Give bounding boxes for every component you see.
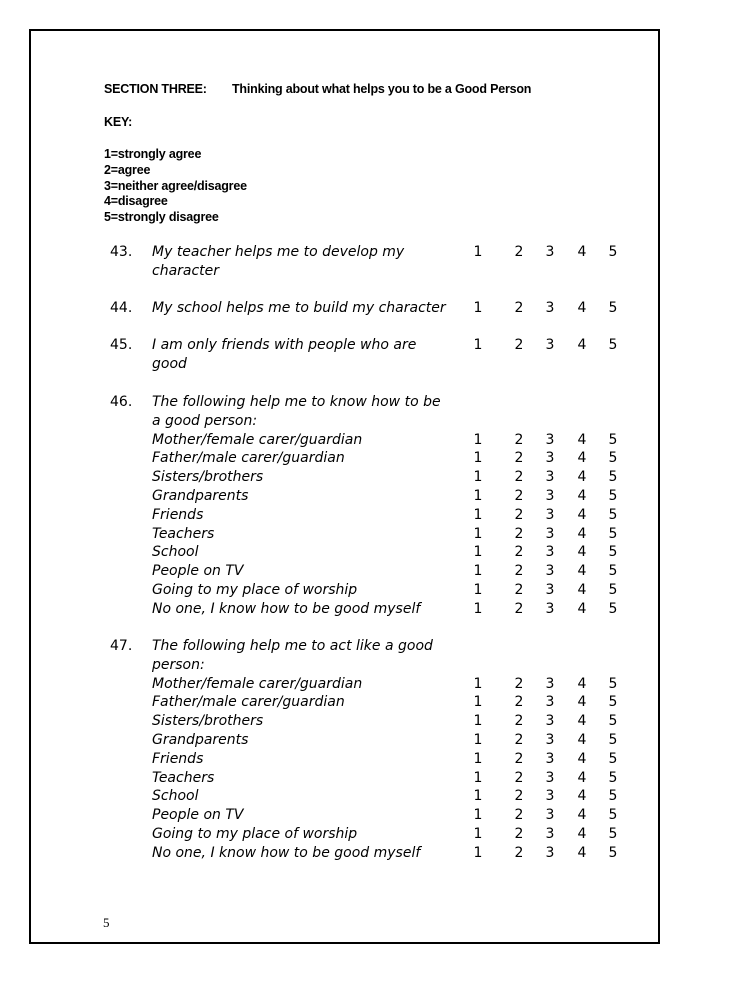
list-item (0, 431, 742, 450)
rating-option-4[interactable]: 4 (577, 713, 587, 730)
list-item (0, 506, 742, 525)
list-item (0, 468, 742, 487)
list-item (0, 750, 742, 769)
rating-option-4[interactable]: 4 (577, 788, 587, 805)
rating-option-5[interactable]: 5 (608, 544, 618, 561)
question-number: 43. (110, 244, 133, 260)
rating-option-1[interactable]: 1 (473, 769, 483, 786)
rating-option-2[interactable]: 2 (514, 563, 524, 580)
item-label: Grandparents (152, 487, 249, 504)
rating-option-4[interactable]: 4 (577, 244, 587, 260)
question-text: My teacher helps me to develop my (152, 244, 405, 260)
rating-option-5[interactable]: 5 (608, 769, 618, 786)
rating-option-5[interactable]: 5 (608, 750, 618, 767)
question-number: 44. (110, 300, 133, 316)
rating-option-2[interactable]: 2 (514, 788, 524, 805)
list-item (0, 487, 742, 506)
rating-option-1[interactable]: 1 (473, 713, 483, 730)
rating-option-1[interactable]: 1 (473, 581, 483, 598)
rating-option-2[interactable]: 2 (514, 544, 524, 561)
scale-item: 2=agree (104, 162, 151, 177)
rating-option-4[interactable]: 4 (577, 844, 587, 861)
rating-option-3[interactable]: 3 (545, 244, 555, 260)
question-text: character (152, 262, 220, 279)
rating-option-5[interactable]: 5 (608, 469, 618, 486)
rating-option-4[interactable]: 4 (577, 525, 587, 542)
section-header (104, 82, 531, 96)
rating-option-2[interactable]: 2 (514, 581, 524, 598)
list-item (0, 806, 742, 825)
scale-item: 4=disagree (104, 194, 168, 209)
rating-option-4[interactable]: 4 (577, 600, 587, 617)
question-number: 46. (110, 394, 133, 410)
list-item (0, 769, 742, 788)
item-label: Sisters/brothers (152, 469, 264, 486)
rating-option-3[interactable]: 3 (545, 825, 555, 842)
item-label: Teachers (152, 525, 215, 542)
rating-option-3[interactable]: 3 (545, 769, 555, 786)
rating-option-3[interactable]: 3 (545, 469, 555, 486)
rating-option-4[interactable]: 4 (577, 563, 587, 580)
rating-option-2[interactable]: 2 (514, 694, 524, 711)
rating-option-3[interactable]: 3 (545, 600, 555, 617)
rating-option-5[interactable]: 5 (608, 563, 618, 580)
rating-option-2[interactable]: 2 (514, 506, 524, 523)
rating-option-1[interactable]: 1 (473, 600, 483, 617)
rating-option-3[interactable]: 3 (545, 525, 555, 542)
rating-option-5[interactable]: 5 (608, 487, 618, 504)
rating-option-3[interactable]: 3 (545, 750, 555, 767)
question-46 (0, 393, 742, 619)
scale-item: 1=strongly agree (104, 147, 202, 161)
rating-option-1[interactable]: 1 (473, 487, 483, 504)
rating-option-1[interactable]: 1 (473, 431, 483, 448)
key-label: KEY: (104, 115, 133, 129)
rating-option-5[interactable]: 5 (608, 844, 618, 861)
rating-option-1[interactable]: 1 (473, 506, 483, 523)
rating-option-2[interactable]: 2 (514, 825, 524, 842)
rating-option-4[interactable]: 4 (577, 300, 587, 316)
rating-option-2[interactable]: 2 (514, 300, 524, 316)
question-text: I am only friends with people who are (152, 337, 417, 353)
item-label: Friends (152, 750, 204, 767)
rating-option-4[interactable]: 4 (577, 694, 587, 711)
rating-option-2[interactable]: 2 (514, 487, 524, 504)
rating-option-3[interactable]: 3 (545, 487, 555, 504)
section-label: SECTION THREE: (104, 82, 207, 96)
item-label: People on TV (152, 807, 244, 824)
rating-option-1[interactable]: 1 (473, 525, 483, 542)
rating-option-3[interactable]: 3 (545, 300, 555, 316)
rating-option-4[interactable]: 4 (577, 581, 587, 598)
rating-option-3[interactable]: 3 (545, 844, 555, 861)
rating-option-1[interactable]: 1 (473, 731, 483, 748)
question-text: good (152, 355, 187, 372)
rating-option-5[interactable]: 5 (608, 244, 618, 260)
list-item (0, 525, 742, 544)
rating-option-1[interactable]: 1 (473, 450, 483, 467)
rating-option-4[interactable]: 4 (577, 675, 587, 692)
item-label: Friends (152, 506, 204, 523)
rating-option-4[interactable]: 4 (577, 506, 587, 523)
rating-option-2[interactable]: 2 (514, 525, 524, 542)
rating-option-1[interactable]: 1 (473, 844, 483, 861)
rating-option-1[interactable]: 1 (473, 750, 483, 767)
rating-option-3[interactable]: 3 (545, 807, 555, 824)
rating-option-1[interactable]: 1 (473, 563, 483, 580)
rating-option-5[interactable]: 5 (608, 506, 618, 523)
rating-option-5[interactable]: 5 (608, 581, 618, 598)
item-label: Father/male carer/guardian (152, 450, 345, 467)
rating-option-3[interactable]: 3 (545, 337, 555, 353)
rating-option-1[interactable]: 1 (473, 788, 483, 805)
rating-option-3[interactable]: 3 (545, 544, 555, 561)
rating-option-3[interactable]: 3 (545, 731, 555, 748)
list-item (0, 675, 742, 694)
item-label: School (152, 544, 199, 561)
page-number: 5 (103, 915, 110, 930)
list-item (0, 693, 742, 712)
rating-option-4[interactable]: 4 (577, 544, 587, 561)
question-45 (0, 336, 742, 374)
rating-option-1[interactable]: 1 (473, 675, 483, 692)
item-label: Grandparents (152, 731, 249, 748)
rating-option-2[interactable]: 2 (514, 469, 524, 486)
scale-item: 3=neither agree/disagree (104, 178, 247, 193)
list-item (0, 787, 742, 806)
rating-option-3[interactable]: 3 (545, 788, 555, 805)
item-label: Mother/female carer/guardian (152, 431, 363, 448)
list-item (0, 600, 742, 619)
rating-option-4[interactable]: 4 (577, 807, 587, 824)
list-item (0, 543, 742, 562)
rating-option-4[interactable]: 4 (577, 750, 587, 767)
rating-option-5[interactable]: 5 (608, 450, 618, 467)
item-label: Mother/female carer/guardian (152, 675, 363, 692)
rating-option-1[interactable]: 1 (473, 544, 483, 561)
rating-option-2[interactable]: 2 (514, 713, 524, 730)
question-text: The following help me to act like a good (152, 638, 433, 654)
rating-option-1[interactable]: 1 (473, 337, 483, 353)
rating-option-5[interactable]: 5 (608, 807, 618, 824)
rating-option-1[interactable]: 1 (473, 300, 483, 316)
rating-option-4[interactable]: 4 (577, 487, 587, 504)
rating-option-2[interactable]: 2 (514, 244, 524, 260)
rating-option-5[interactable]: 5 (608, 300, 618, 316)
list-item (0, 844, 742, 863)
item-label: People on TV (152, 563, 244, 580)
scale-legend (104, 147, 247, 226)
section-title: Thinking about what helps you to be a Good Person (232, 82, 532, 96)
rating-option-2[interactable]: 2 (514, 769, 524, 786)
item-label: No one, I know how to be good myself (152, 844, 421, 861)
rating-option-3[interactable]: 3 (545, 694, 555, 711)
rating-option-3[interactable]: 3 (545, 450, 555, 467)
item-label: No one, I know how to be good myself (152, 600, 421, 617)
rating-option-1[interactable]: 1 (473, 694, 483, 711)
item-label: Going to my place of worship (152, 581, 358, 598)
rating-option-2[interactable]: 2 (514, 807, 524, 824)
item-label: Father/male carer/guardian (152, 694, 345, 711)
rating-option-4[interactable]: 4 (577, 469, 587, 486)
question-text: person: (152, 656, 205, 673)
rating-option-5[interactable]: 5 (608, 525, 618, 542)
rating-option-3[interactable]: 3 (545, 563, 555, 580)
item-label: Teachers (152, 769, 215, 786)
list-item (0, 581, 742, 600)
question-number: 47. (110, 638, 133, 654)
list-item (0, 562, 742, 581)
rating-option-4[interactable]: 4 (577, 450, 587, 467)
list-item (0, 712, 742, 731)
rating-option-2[interactable]: 2 (514, 600, 524, 617)
rating-option-5[interactable]: 5 (608, 431, 618, 448)
list-item (0, 449, 742, 468)
rating-option-3[interactable]: 3 (545, 675, 555, 692)
rating-option-2[interactable]: 2 (514, 675, 524, 692)
rating-option-2[interactable]: 2 (514, 731, 524, 748)
rating-option-3[interactable]: 3 (545, 431, 555, 448)
question-43 (0, 243, 742, 281)
question-text: a good person: (152, 412, 258, 429)
rating-option-4[interactable]: 4 (577, 337, 587, 353)
question-47 (0, 637, 742, 863)
list-item (0, 825, 742, 844)
question-44 (0, 299, 742, 318)
rating-option-4[interactable]: 4 (577, 769, 587, 786)
rating-option-2[interactable]: 2 (514, 431, 524, 448)
rating-option-3[interactable]: 3 (545, 581, 555, 598)
list-item (0, 731, 742, 750)
rating-option-1[interactable]: 1 (473, 469, 483, 486)
item-label: Sisters/brothers (152, 713, 264, 730)
rating-option-2[interactable]: 2 (514, 844, 524, 861)
rating-option-5[interactable]: 5 (608, 600, 618, 617)
question-text: The following help me to know how to be (152, 394, 441, 410)
rating-option-5[interactable]: 5 (608, 694, 618, 711)
rating-option-5[interactable]: 5 (608, 825, 618, 842)
item-label: Going to my place of worship (152, 825, 358, 842)
rating-option-5[interactable]: 5 (608, 675, 618, 692)
rating-option-4[interactable]: 4 (577, 825, 587, 842)
rating-option-2[interactable]: 2 (514, 750, 524, 767)
item-label: School (152, 788, 199, 805)
rating-option-1[interactable]: 1 (473, 244, 483, 260)
rating-option-2[interactable]: 2 (514, 450, 524, 467)
rating-option-4[interactable]: 4 (577, 431, 587, 448)
rating-option-5[interactable]: 5 (608, 713, 618, 730)
rating-option-1[interactable]: 1 (473, 825, 483, 842)
rating-option-3[interactable]: 3 (545, 713, 555, 730)
question-text: My school helps me to build my character (152, 300, 446, 316)
rating-option-5[interactable]: 5 (608, 731, 618, 748)
rating-option-5[interactable]: 5 (608, 788, 618, 805)
scale-item: 5=strongly disagree (104, 210, 219, 225)
rating-option-1[interactable]: 1 (473, 807, 483, 824)
rating-option-4[interactable]: 4 (577, 731, 587, 748)
question-number: 45. (110, 337, 133, 353)
rating-option-5[interactable]: 5 (608, 337, 618, 353)
rating-option-3[interactable]: 3 (545, 506, 555, 523)
rating-option-2[interactable]: 2 (514, 337, 524, 353)
